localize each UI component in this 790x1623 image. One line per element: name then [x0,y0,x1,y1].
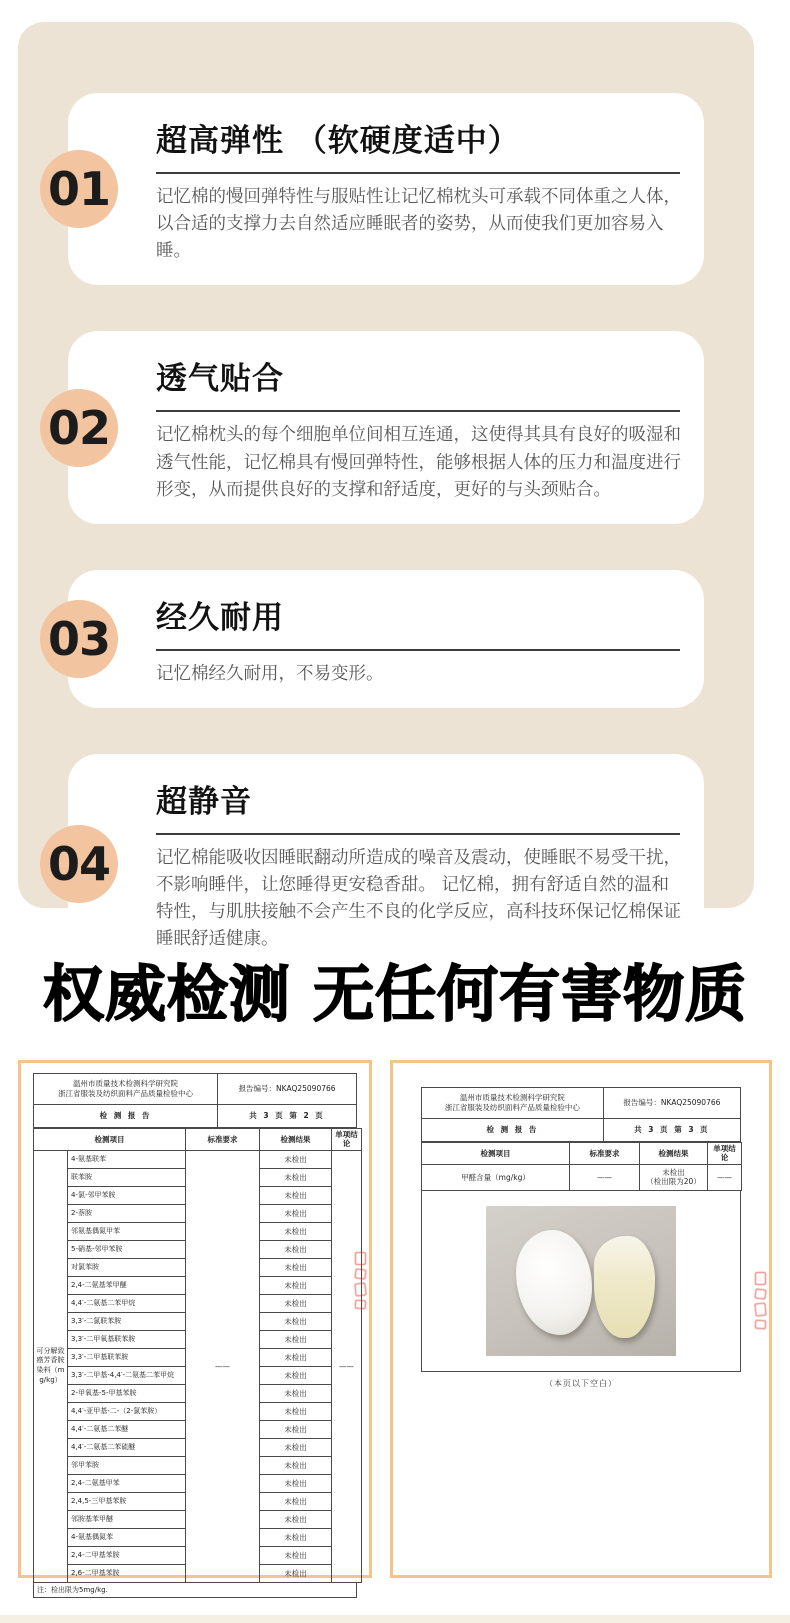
feature-number: 04 [47,836,110,891]
test-report-page3 [390,1060,772,1578]
test-item-name: 3,3′-二甲氧基联苯胺 [68,1330,186,1348]
feature-title: 超高弹性 （软硬度适中） [156,123,520,159]
test-result: 未检出 [260,1420,332,1438]
item-conclusion: —— [332,1150,362,1582]
test-result: 未检出 [260,1312,332,1330]
test-item-name: 对氯苯胺 [68,1258,186,1276]
doc-title: 检 测 报 告 [422,1119,604,1142]
test-result: 未检出 [260,1276,332,1294]
test-item-name: 邻甲苯胺 [68,1456,186,1474]
report-number: 报告编号：NKAQ25090766 [603,1088,740,1119]
test-item-name: 4,4′-亚甲基-二-（2-氯苯胺） [68,1402,186,1420]
test-item-name: 2-萘胺 [68,1204,186,1222]
right-report-table [421,1142,742,1191]
feature-body: 记忆棉的慢回弹特性与服贴性让记忆棉枕头可承载不同体重之人体，以合适的支撑力去自然适应睡眠者的姿势，从而使我们更加容易入睡。 [156,187,681,262]
feature-number: 01 [47,162,110,217]
feature-title: 经久耐用 [156,599,284,636]
standard-requirement: —— [570,1164,640,1190]
red-stamp-fragment [754,1268,766,1418]
test-item-name: 邻胺基苯甲醚 [68,1510,186,1528]
test-result: 未检出 [260,1168,332,1186]
feature-number-badge [40,389,118,467]
table-row [34,1150,362,1168]
blank-page-note: （本页以下空白） [545,1378,617,1388]
section-heading: 权威检测 无任何有害物质 [42,959,748,1030]
test-result: 未检出 [260,1384,332,1402]
test-result: 未检出 [260,1474,332,1492]
test-result: 未检出 [260,1294,332,1312]
col-standard: 标准要求 [570,1143,640,1165]
test-result: 未检出 [260,1186,332,1204]
test-item-name: 2,4-二氨基甲苯 [68,1474,186,1492]
test-result: 未检出 [260,1510,332,1528]
sample-photo-frame [421,1190,741,1372]
test-item-name: 邻氨基偶氮甲苯 [68,1222,186,1240]
feature-card [47,754,704,974]
feature-card [47,93,704,285]
test-result: 未检出 [260,1402,332,1420]
foam-sample-yellow [594,1236,655,1338]
test-result: 未检出 [260,1366,332,1384]
test-report-page2 [18,1060,372,1594]
feature-number-badge [40,150,118,228]
category-label: 可分解致癌芳香胺染料（mg/kg） [34,1150,68,1582]
test-item-name: 4,4′-二氨基二苯醚 [68,1420,186,1438]
detection-limit-note: 注：检出限为5mg/kg. [33,1582,357,1598]
test-result: 未检出 [260,1204,332,1222]
right-report-header [421,1087,741,1142]
test-item-name: 2,4-二氨基苯甲醚 [68,1276,186,1294]
item-conclusion: —— [708,1164,742,1190]
test-item-name: 3,3′-二甲基-4,4′-二氨基二苯甲烷 [68,1366,186,1384]
title-divider [156,410,680,412]
test-result: 未检出 [260,1528,332,1546]
feature-number: 02 [47,400,110,455]
foam-sample-white [516,1230,592,1335]
left-report-items [34,1150,362,1582]
test-reports-row [18,1060,772,1594]
feature-card [47,570,704,708]
bottom-strip [0,1615,790,1623]
test-item-name: 4,4′-二氨基二苯硫醚 [68,1438,186,1456]
title-divider [156,833,680,835]
feature-body: 记忆棉枕头的每个细胞单位间相互连通，这使得其具有良好的吸湿和透气性能，记忆棉具有慢回弹特性，能够根据人体的压力和温度进行形变，从而提供良好的支撑和舒适度，更好的与头颈贴合。 [156,425,681,500]
feature-title: 透气贴合 [156,361,284,398]
test-result: 未检出 [260,1492,332,1510]
test-result: 未检出 [260,1330,332,1348]
test-item-name: 3,3′-二甲基联苯胺 [68,1348,186,1366]
test-result: 未检出 [260,1348,332,1366]
col-result: 检测结果 [260,1129,332,1151]
report-number: 报告编号：NKAQ25090766 [218,1074,357,1105]
col-standard: 标准要求 [186,1129,260,1151]
feature-number-badge [40,825,118,903]
left-report-table [33,1128,362,1583]
test-item-name: 2,4,5-三甲基苯胺 [68,1492,186,1510]
test-item-name: 5-硝基-邻甲苯胺 [68,1240,186,1258]
standard-requirement: —— [186,1150,260,1582]
test-result: 未检出 [260,1240,332,1258]
test-result: 未检出 [260,1546,332,1564]
title-divider [156,172,680,174]
test-result: 未检出 [260,1564,332,1582]
institute-name: 温州市质量技术检测科学研究院 浙江省服装及纺织面料产品质量检验中心 [34,1074,218,1105]
feature-number-badge [40,600,118,678]
col-conclusion: 单项结论 [708,1143,742,1165]
test-item-name: 3,3′-二氯联苯胺 [68,1312,186,1330]
title-divider [156,649,680,651]
feature-number: 03 [47,611,110,666]
test-item-name: 2-甲氧基-5-甲基苯胺 [68,1384,186,1402]
test-result: 未检出 （检出限为20） [640,1164,708,1190]
left-report-header [33,1073,357,1128]
features-panel [18,22,754,950]
test-result: 未检出 [260,1438,332,1456]
feature-body: 记忆棉经久耐用，不易变形。 [156,663,384,684]
col-test-item: 检测项目 [422,1143,570,1165]
test-item-name: 2,4-二甲基苯胺 [68,1546,186,1564]
test-result: 未检出 [260,1150,332,1168]
test-result: 未检出 [260,1258,332,1276]
test-item-name: 4-氯-邻甲苯胺 [68,1186,186,1204]
test-item-name: 4-氨基联苯 [68,1150,186,1168]
test-result: 未检出 [260,1222,332,1240]
institute-name: 温州市质量技术检测科学研究院 浙江省服装及纺织面料产品质量检验中心 [422,1088,604,1119]
test-result: 未检出 [260,1456,332,1474]
page-info: 共 3 页 第 2 页 [218,1105,357,1128]
col-result: 检测结果 [640,1143,708,1165]
sample-photo [486,1206,676,1356]
col-conclusion: 单项结论 [332,1129,362,1151]
test-item-name: 联苯胺 [68,1168,186,1186]
test-item-name: 甲醛含量（mg/kg） [422,1164,570,1190]
test-item-name: 4-氨基偶氮苯 [68,1528,186,1546]
doc-title: 检 测 报 告 [34,1105,218,1128]
feature-card [47,331,704,523]
feature-body: 记忆棉能吸收因睡眠翻动所造成的噪音及震动，使睡眠不易受干扰，不影响睡伴，让您睡得更安稳香甜。 记忆棉，拥有舒适自然的温和特性，与肌肤接触不会产生不良的化学反应，高科技环保记忆棉保证睡眠舒适健康。 [156,847,681,950]
page-info: 共 3 页 第 3 页 [603,1119,740,1142]
test-item-name: 2,6-二甲基苯胺 [68,1564,186,1582]
test-item-name: 4,4′-二氨基二苯甲烷 [68,1294,186,1312]
col-test-item: 检测项目 [34,1129,186,1151]
feature-title: 超静音 [156,783,252,820]
red-stamp-fragment [354,1248,366,1348]
